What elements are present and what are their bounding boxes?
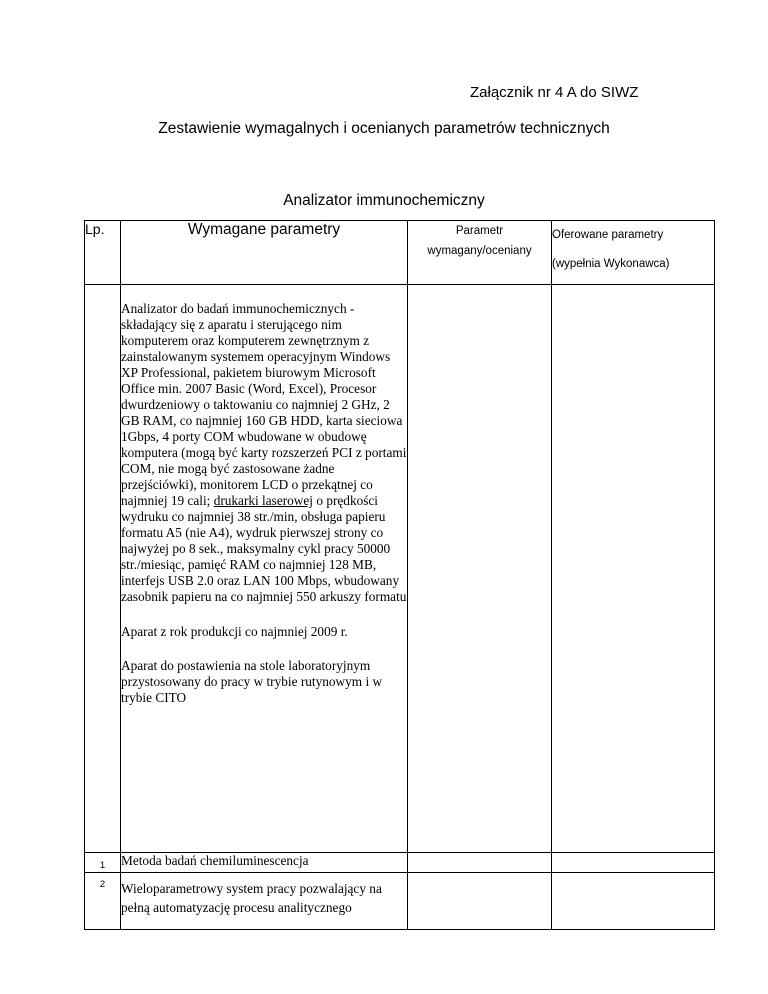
offer-cell (552, 285, 715, 853)
column-header-parameter-line2: wymagany/oceniany (427, 245, 532, 257)
device-title: Analizator immunochemiczny (283, 192, 485, 209)
row-description: Wieloparametrowy system pracy pozwalający na pełną automatyzację procesu analitycznego (121, 873, 408, 930)
placement-text: Aparat do postawienia na stole laboratoryjnym przystosowany do pracy w trybie rutynowym i w trybie CITO (121, 658, 383, 705)
parameter-cell (408, 873, 552, 930)
column-header-parameter (408, 221, 552, 285)
parameter-cell (408, 853, 552, 873)
table-row (85, 853, 715, 873)
table-header-row (85, 221, 715, 285)
offer-cell (552, 853, 715, 873)
column-header-offer-line1: Oferowane parametry (552, 229, 664, 241)
parameters-table (84, 220, 715, 930)
parameter-cell (408, 285, 552, 853)
table-row (85, 873, 715, 930)
row-description: Metoda badań chemiluminescencja (121, 853, 408, 873)
column-header-required: Wymagane parametry (121, 221, 408, 285)
document-subtitle: Zestawienie wymagalnych i ocenianych parametrów technicznych (158, 120, 610, 137)
column-header-offer (552, 221, 715, 285)
column-header-parameter-line1: Parametr (455, 225, 504, 237)
analyzer-spec-part1: Analizator do badań immunochemicznych - składający się z aparatu i sterującego nim komputerem oraz komputerem zewnętrznym z zainstalowanym systemem operacyjnym Windows XP Professional, pakietem biurowym Microsoft Office min. 2007 Basic (Word, Excel), Procesor dwurdzeniowy o taktowaniu co najmniej 2 GHz, 2 GB RAM, co najmniej 160 GB HDD, karta sieciowa 1Gbps, 4 porty COM wbudowane w obudowę komputera (mogą być karty rozszerzeń PCI z portami COM, nie mogą być zastosowane żadne przejściówki), monitorem LCD o przekątnej co najmniej 19 cali; (121, 301, 407, 508)
table-row (85, 285, 715, 853)
column-header-offer-line2: (wypełnia Wykonawca) (552, 258, 670, 270)
offer-cell (552, 873, 715, 930)
row-number: 2 (85, 873, 121, 930)
production-year-text: Aparat z rok produkcji co najmniej 2009 r. (121, 624, 348, 639)
analyzer-spec-part2: o prędkości wydruku co najmniej 38 str./min, obsługa papieru formatu A5 (nie A4), wydruk pierwszej strony co najwyżej po 8 sek., maksymalny cykl pracy 50000 str./miesiąc, pamięć RAM co najmniej 128 MB, interfejs USB 2.0 oraz LAN 100 Mbps, wbudowany zasobnik papieru na co najmniej 550 arkuszy formatu (121, 493, 407, 604)
attachment-label: Załącznik nr 4 A do SIWZ (470, 84, 639, 101)
column-header-lp: Lp. (85, 221, 121, 285)
row-number: 1 (85, 853, 121, 873)
row-number (85, 285, 121, 853)
row-description (121, 285, 408, 853)
printer-link-text: drukarki laserowej (213, 493, 314, 508)
analyzer-spec-text (121, 301, 407, 605)
